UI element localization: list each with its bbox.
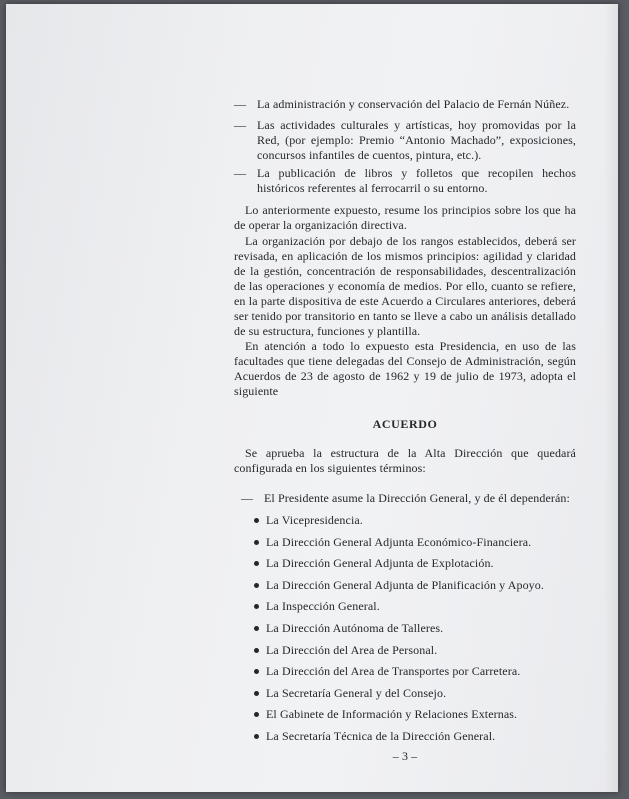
list-item-text: La Secretaría Técnica de la Dirección General. [266, 728, 496, 743]
list-item [254, 556, 584, 578]
list-item [254, 664, 584, 686]
dash-item [234, 97, 576, 112]
list-item-text: La Dirección del Area de Personal. [266, 642, 438, 657]
paragraph: En atención a todo lo expuesto esta Presidencia, en uso de las facultades que tiene delegadas del Consejo de Administración, según Acuerdos de 23 de agosto de 1962 y 19 de julio de 1973, adopta el siguiente [234, 339, 576, 398]
list-item-text: El Gabinete de Información y Relaciones Externas. [266, 707, 518, 722]
dash-item-text: Las actividades culturales y artísticas, hoy promovidas por la Red, (por ejemplo: Premio “Antonio Machado”, exposiciones, concursos infantiles de cuentos, pintura, etc.). [257, 118, 576, 162]
bullet-icon [254, 648, 259, 653]
list-item-text: La Secretaría General y del Consejo. [266, 685, 447, 700]
list-item [254, 513, 584, 535]
dash-mark: — [234, 118, 247, 132]
president-line [241, 491, 576, 506]
dash-item-text: La publicación de libros y folletos que recopilen hechos históricos referentes al ferrocarril o su entorno. [257, 166, 576, 195]
section-heading: ACUERDO [372, 417, 438, 431]
dash-item-text: La administración y conservación del Palacio de Fernán Núñez. [257, 97, 570, 111]
list-item [254, 621, 584, 643]
list-item [254, 643, 584, 665]
bullet-icon [254, 540, 259, 545]
document-page [6, 4, 618, 792]
dash-mark: — [234, 166, 247, 180]
list-item [254, 686, 584, 708]
bullet-icon [254, 734, 259, 739]
bullet-icon [254, 712, 259, 717]
dash-mark: — [234, 97, 247, 111]
dash-mark: — [241, 491, 254, 505]
list-item-text: La Dirección General Adjunta Económico-Financiera. [266, 534, 532, 549]
paragraph: Lo anteriormente expuesto, resume los principios sobre los que ha de operar la organización directiva. [234, 203, 576, 232]
bullet-icon [254, 518, 259, 523]
bullet-icon [254, 604, 259, 609]
list-item-text: La Vicepresidencia. [266, 513, 363, 527]
list-item [254, 729, 584, 751]
page-number: – 3 – [392, 749, 418, 763]
paragraph: La organización por debajo de los rangos establecidos, deberá ser revisada, en aplicación de los mismos principios: agilidad y claridad de la gestión, concentración de responsabilidades, descentralización de las operaciones y economía de medios. Por ello, cuanto se refiere, en la parte dispositiva de este Acuerdo a Circulares anteriores, deberá ser tenido por transitorio en tanto se lleve a cabo un análisis detallado de su estructura, funciones y plantilla. [234, 234, 576, 338]
dash-item [234, 118, 576, 163]
intro-paragraph: Se aprueba la estructura de la Alta Dirección que quedará configurada en los siguientes términos: [234, 446, 576, 475]
bullet-icon [254, 669, 259, 674]
list-item-text: La Dirección Autónoma de Talleres. [266, 620, 444, 635]
bullet-list [254, 513, 584, 751]
list-item [254, 707, 584, 729]
list-item-text: La Dirección General Adjunta de Explotación. [266, 556, 494, 571]
bullet-icon [254, 583, 259, 588]
dash-item [234, 166, 576, 196]
bullet-icon [254, 626, 259, 631]
list-item-text: La Dirección del Area de Transportes por Carretera. [266, 664, 521, 679]
bullet-icon [254, 691, 259, 696]
list-item [254, 535, 584, 557]
list-item-text: La Dirección General Adjunta de Planificación y Apoyo. [266, 577, 544, 592]
bullet-icon [254, 561, 259, 566]
list-item-text: La Inspección General. [266, 599, 380, 614]
president-line-text: El Presidente asume la Dirección General, y de él dependerán: [264, 491, 570, 505]
list-item [254, 599, 584, 621]
list-item [254, 578, 584, 600]
